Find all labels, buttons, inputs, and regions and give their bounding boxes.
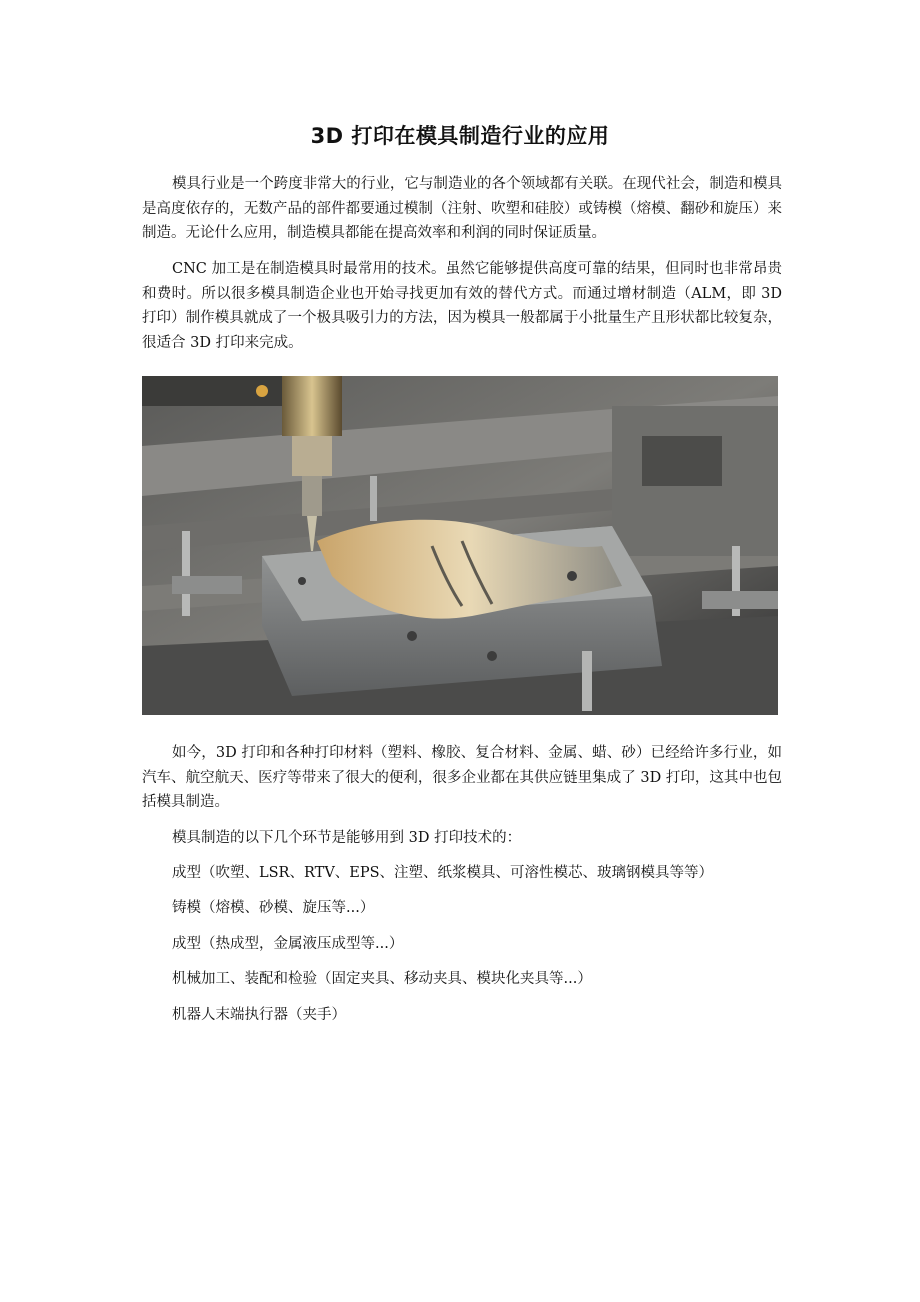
list-item-forming: 成型（热成型，金属液压成型等...）: [172, 936, 404, 952]
intro-line: 模具制造的以下几个环节是能够用到 3D 打印技术的：: [172, 830, 522, 846]
document-title: 3D 打印在模具制造行业的应用: [310, 124, 610, 148]
list-item-molding: 成型（吹塑、LSR、RTV、EPS、注塑、纸浆模具、可溶性模芯、玻璃钢模具等等）: [172, 865, 714, 881]
list-item-robot: 机器人末端执行器（夹手）: [172, 1007, 346, 1023]
list-item-machining: 机械加工、装配和检验（固定夹具、移动夹具、模块化夹具等...）: [172, 971, 592, 987]
paragraph-intro: 模具行业是一个跨度非常大的行业，它与制造业的各个领域都有关联。在现代社会，制造和模具是高度依存的，无数产品的部件都要通过模制（注射、吹塑和硅胶）或铸模（熔模、翻砂和旋压）来制造。无论什么应用，制造模具都能在提高效率和利润的同时保证质量。: [142, 176, 782, 241]
paragraph-cnc: CNC 加工是在制造模具时最常用的技术。虽然它能够提供高度可靠的结果，但同时也非常昂贵和费时。所以很多模具制造企业也开始寻找更加有效的替代方式。而通过增材制造（ALM，即 3D 打印）制作模具就成了一个极具吸引力的方法，因为模具一般都属于小批量生产且形状都比较复杂，很适合 3D 打印来完成。: [142, 261, 782, 351]
paragraph-applications: 如今，3D 打印和各种打印材料（塑料、橡胶、复合材料、金属、蜡、砂）已经给许多行业，如汽车、航空航天、医疗等带来了很大的便利，很多企业都在其供应链里集成了 3D 打印，这其中也包括模具制造。: [142, 745, 782, 810]
list-item-casting: 铸模（熔模、砂模、旋压等...）: [172, 900, 375, 916]
cnc-mold-machining-photo: [142, 376, 778, 715]
